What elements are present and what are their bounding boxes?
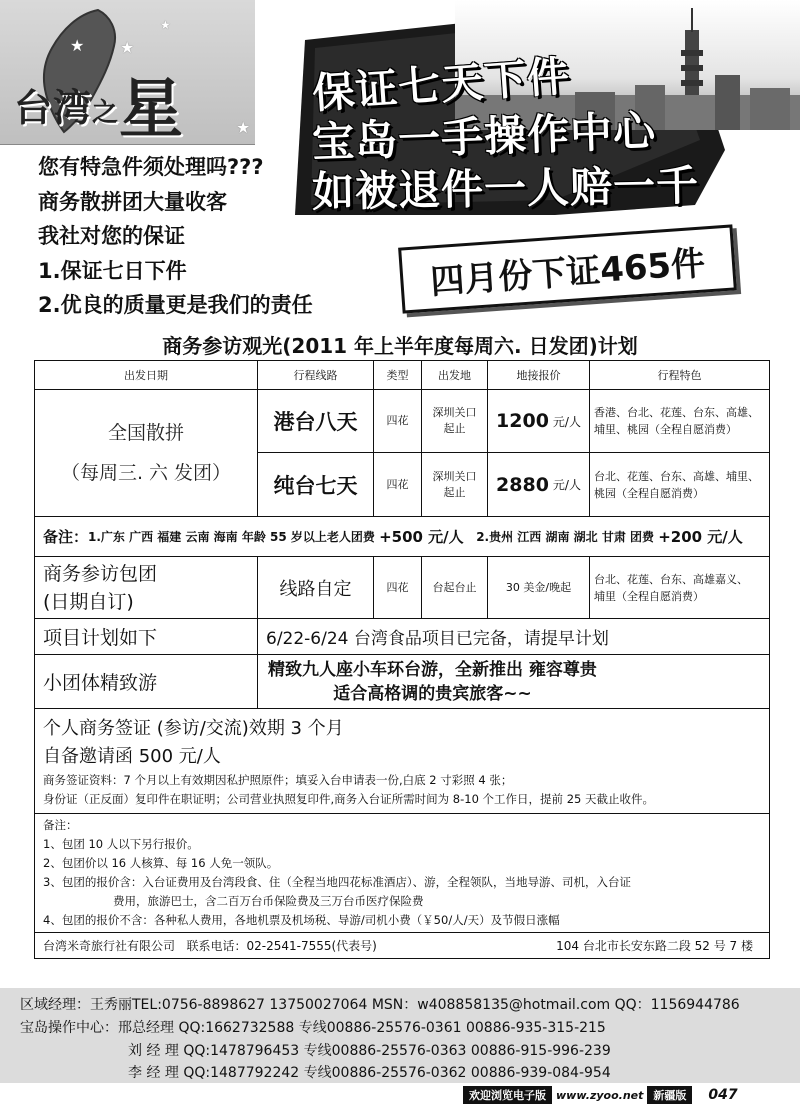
company-name: 台湾米奇旅行社有限公司 联系电话：02-2541-7555(代表号) bbox=[43, 939, 377, 953]
project-label: 项目计划如下 bbox=[35, 619, 258, 654]
company-address: 104 台北市长安东路二段 52 号 7 楼 bbox=[556, 939, 753, 953]
contact-line: 刘 经 理 QQ:1478796453 专线00886-25576-0363 00886-915-996-239 bbox=[128, 1043, 611, 1059]
features: 香港、台北、花莲、台东、高雄、 埔里、桃园（全程自愿消费） bbox=[594, 406, 759, 436]
route-name: 线路自定 bbox=[258, 557, 374, 618]
remarks-title: 备注： bbox=[43, 818, 78, 832]
logo-title: 台湾之星 bbox=[14, 73, 185, 145]
remark-item: 3、包团的报价含：入台证费用及台湾段食、住（全程当地四花标准酒店）、游，全程领队，当地导游、司机，入台证 bbox=[43, 875, 632, 889]
business-group-label: 商务参访包团 (日期自订) bbox=[35, 557, 258, 618]
route-name: 港台八天 bbox=[258, 390, 374, 452]
contact-line: 区域经理：王秀丽TEL:0756-8898627 13750027064 MSN：w408858135@hotmail.com QQ：1156944786 bbox=[20, 997, 740, 1013]
origin: 深圳关口 起止 bbox=[422, 453, 488, 516]
promo-line: 您有特急件须处理吗??? bbox=[38, 155, 264, 179]
small-group-label: 小团体精致游 bbox=[35, 655, 258, 708]
promo-lines bbox=[38, 150, 313, 323]
column-header: 地接报价 bbox=[488, 361, 590, 389]
star-icon: ★ bbox=[70, 36, 85, 55]
site-link[interactable]: www.zyoo.net bbox=[556, 1088, 644, 1102]
visa-docs: 身份证（正反面）复印件在职证明；公司营业执照复印件,商务入台证所需时间为 8-10 个工作日，提前 25 天截止收件。 bbox=[43, 792, 655, 806]
april-visa-count-banner: 四月份下证465件 bbox=[398, 224, 737, 313]
star-icon: ★ bbox=[236, 118, 251, 137]
route-name: 纯台七天 bbox=[258, 453, 374, 516]
slogan-line-1: 保证七天下件 bbox=[310, 51, 572, 118]
column-header: 出发日期 bbox=[35, 361, 258, 389]
visa-validity: 个人商务签证 (参访/交流)效期 3 个月 bbox=[43, 718, 344, 739]
promo-line: 我社对您的保证 bbox=[38, 224, 185, 248]
visa-docs: 商务签证资料：7 个月以上有效期因私护照原件；填妥入台申请表一份,白底 2 寸彩照 4 张； bbox=[43, 773, 513, 787]
table-row bbox=[258, 390, 769, 453]
logo-panel bbox=[0, 0, 255, 145]
table-row bbox=[258, 453, 769, 516]
project-text: 6/22-6/24 台湾食品项目已完备，请提早计划 bbox=[266, 629, 609, 649]
slogan-line-2: 宝岛一手操作中心 bbox=[311, 106, 657, 167]
business-group-row bbox=[35, 557, 769, 619]
scatter-group-schedule: （每周三. 六 发团） bbox=[60, 462, 232, 484]
scatter-group-title: 全国散拼 bbox=[107, 422, 184, 444]
visa-block bbox=[35, 709, 769, 814]
promo-line: 商务散拼团大量收客 bbox=[38, 189, 227, 214]
remarks bbox=[35, 814, 769, 932]
promo-line: 1.保证七日下件 bbox=[38, 258, 187, 283]
price: 2880 元/人 bbox=[488, 453, 590, 516]
star-icon: ★ bbox=[160, 18, 171, 32]
welcome-label: 欢迎浏览电子版 bbox=[463, 1086, 552, 1104]
scatter-group-label bbox=[35, 390, 258, 516]
edition-label: 新疆版 bbox=[647, 1086, 692, 1104]
project-row bbox=[35, 619, 769, 655]
surcharge-note: 备注： 1.广东 广西 福建 云南 海南 年龄 55 岁以上老人团费 +500 元/人 2.贵州 江西 湖南 湖北 甘肃 团费 +200 元/人 bbox=[35, 517, 769, 557]
price: 30 美金/晚起 bbox=[488, 557, 590, 618]
features: 台北、花莲、台东、高雄、埔里、 桃园（全程自愿消费） bbox=[594, 469, 759, 500]
promo-line: 2.优良的质量更是我们的责任 bbox=[38, 293, 313, 317]
hotel-type: 四花 bbox=[374, 390, 422, 452]
origin: 台起台止 bbox=[422, 557, 488, 618]
star-icon: ★ bbox=[120, 38, 135, 57]
contact-line: 李 经 理 QQ:1487792242 专线00886-25576-0362 00886-939-084-954 bbox=[128, 1065, 611, 1081]
price: 1200 元/人 bbox=[488, 390, 590, 452]
remark-item: 2、包团价以 16 人核算、每 16 人免一领队。 bbox=[43, 856, 279, 870]
tour-table bbox=[34, 360, 770, 959]
table-header-row bbox=[35, 361, 769, 390]
hotel-type: 四花 bbox=[374, 453, 422, 516]
remark-item: 1、包团 10 人以下另行报价。 bbox=[43, 837, 199, 851]
visa-price: 自备邀请函 500 元/人 bbox=[43, 746, 221, 767]
scatter-group-rows bbox=[258, 390, 769, 516]
column-header: 行程线路 bbox=[258, 361, 374, 389]
hotel-type: 四花 bbox=[374, 557, 422, 618]
contact-footer bbox=[0, 988, 800, 1083]
contact-line: 宝岛操作中心：邢总经理 QQ:1662732588 专线00886-25576-0361 00886-935-315-215 bbox=[20, 1020, 606, 1036]
small-group-text: 精致九人座小车环台游，全新推出 雍容尊贵 适合高格调的贵宾旅客~~ bbox=[268, 659, 597, 704]
company-info bbox=[35, 932, 769, 958]
scatter-group bbox=[35, 390, 769, 517]
column-header: 类型 bbox=[374, 361, 422, 389]
slogan-line-3: 如被退件一人赔一千 bbox=[311, 160, 700, 217]
small-group-row bbox=[35, 655, 769, 709]
remark-item: 4、包团的报价不含：各种私人费用，各地机票及机场税、导游/司机小费（￥50/人/天）及节假日涨幅 bbox=[43, 913, 560, 927]
origin: 深圳关口 起止 bbox=[422, 390, 488, 452]
bottom-bar bbox=[463, 1086, 800, 1104]
page-number: 047 bbox=[708, 1087, 738, 1103]
features: 台北、花莲、台东、高雄嘉义、 埔里（全程自愿消费） bbox=[594, 572, 748, 603]
plan-title: 商务参访观光(2011 年上半年度每周六. 日发团)计划 bbox=[162, 334, 638, 358]
column-header: 行程特色 bbox=[657, 369, 702, 382]
remark-item: 费用，旅游巴士，含二百万台币保险费及三万台币医疗保险费 bbox=[113, 894, 424, 908]
column-header: 出发地 bbox=[422, 361, 488, 389]
